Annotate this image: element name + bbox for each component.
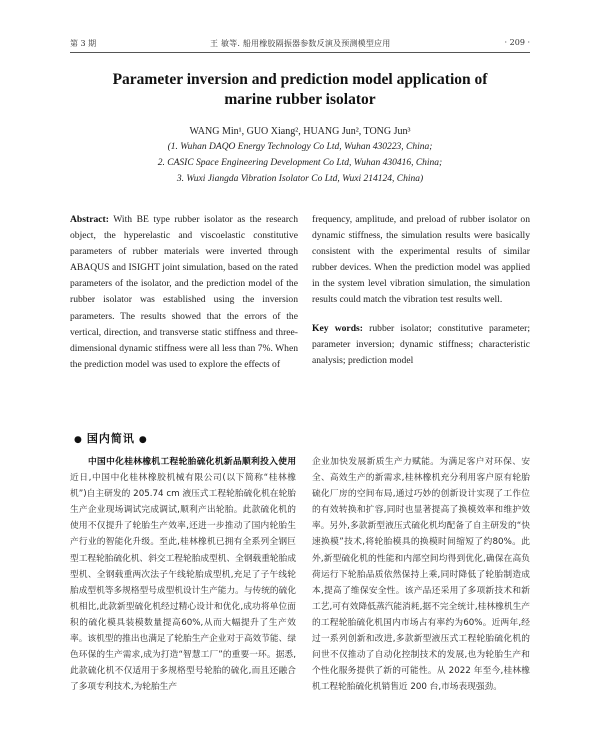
- news-body-left: 近日,中国中化桂林橡胶机械有限公司(以下简称“桂林橡机”)自主研发的 205.74 cm 液压式工程轮胎硫化机在轮胎生产企业现场调试完成调试,顺利产出轮胎。此款硫化机的使用不仅提升了轮胎生产效率,还进一步推动了国内轮胎生产行业的智能化升级。至此,桂林橡机已拥有全系列全钢巨型工程轮胎硫化机、斜交工程轮胎成型机、全钢载重轮胎成型机、全钢载重两次法子午线轮胎成型机,充足了子午线轮胎成型机等多规格型号成型机设计生产能力。与传统的硫化机相比,此款新型硫化机经过精心设计和优化,成功将单位面积的硫化模具装模数量提高60%,从而大幅提升了生产效率。该机型的推出也满足了轮胎生产企业对于高效节能、绿色环保的生产需求,成为打造“智慧工厂”的重要一环。据悉,此款硫化机不仅适用于多规格型号轮胎的硫化,而且还融合了多项专利技术,为轮胎生产: [70, 473, 296, 693]
- section-heading: [70, 430, 152, 446]
- title-line-2: marine rubber isolator: [224, 91, 376, 108]
- abstract-label: Abstract:: [70, 214, 109, 225]
- news-left-column: [70, 454, 296, 695]
- paper-title: [60, 70, 540, 110]
- affiliation-1: (1. Wuhan DAQO Energy Technology Co Ltd, Wuhan 430223, China;: [167, 142, 433, 152]
- bullet-icon: ●: [138, 435, 148, 445]
- affiliation-3: 3. Wuxi Jiangda Vibration Isolator Co Ltd, Wuxi 214124, China): [176, 174, 424, 184]
- author-list: WANG Min¹, GUO Xiang², HUANG Jun², TONG Jun³: [189, 126, 411, 137]
- abstract-left-column: [70, 212, 298, 373]
- keywords-text: rubber isolator; constitutive parameter; parameter inversion; dynamic stiffness; characteristic analysis; prediction model: [312, 322, 531, 366]
- running-head: [70, 38, 530, 52]
- abstract-text-left: With BE type rubber isolator as the research object, the hyperelastic and viscoelastic constitutive parameters of rubber materials were inverted through ABAQUS and ISIGHT joint simulation, based on the rated parameters of the isolator, and the prediction model of the rubber isolator was established using the inversion parameters. The results showed that the errors of the vertical, direction, and transverse static stiffness and three-dimensional dynamic stiffness were all less than 7%. When the prediction model was used to explore the effects of: [70, 214, 298, 370]
- keywords-label: Key words:: [312, 322, 363, 334]
- title-line-1: Parameter inversion and prediction model application of: [112, 71, 488, 88]
- abstract-right-column: [312, 212, 530, 369]
- keywords-block: [312, 321, 530, 369]
- header-divider: [70, 52, 530, 53]
- news-right-column: 企业加快发展新质生产力赋能。为满足客户对环保、安全、高效生产的新需求,桂林橡机充分利用客户原有轮胎硫化厂房的空间布局,通过巧妙的创新设计实现了工作位的有效转换和扩容,同时也显著提高了换模效率和维护效率。另外,多款新型液压式硫化机均配备了自主研发的“快速换模”技术,将轮胎模具的换模时间缩短了约80%。此外,新型硫化机的性能和内部空间均得到优化,确保在高负荷运行下轮胎品质依然保持上乘,同时降低了轮胎制造成本,提高了维保安全性。该产品还采用了多项新技术和新工艺,可有效降低蒸汽能消耗,据不完全统计,桂林橡机生产的工程轮胎硫化机国内市场占有率约为60%。近两年,经过一系列创新和改进,多款新型液压式工程轮胎硫化机的问世不仅推动了自动化控制技术的发展,也为轮胎生产和个性化服务提供了新的可能性。从 2022 年至今,桂林橡机工程轮胎硫化机销售近 200 台,市场表现强劲。: [312, 457, 530, 693]
- bullet-icon: ●: [74, 435, 83, 445]
- affiliation-2: 2. CASIC Space Engineering Development Co Ltd, Wuhan 430416, China;: [157, 158, 443, 168]
- abstract-text-right: frequency, amplitude, and preload of rubber isolator on dynamic stiffness, the simulation results were basically consistent with the experimental results of similar rubber devices. When the prediction model was applied in the system level vibration simulation, the simulation results could match the vibration test results well.: [312, 214, 530, 306]
- news-headline: 中国中化桂林橡机工程轮胎硫化机新品顺利投入使用: [88, 457, 296, 467]
- issue-number: 第 3 期: [70, 39, 97, 48]
- running-title: 王 敏等. 船用橡胶隔振器参数反演及预测模型应用: [210, 39, 391, 48]
- page-number: · 209 ·: [504, 38, 530, 47]
- section-heading-text: 国内简讯: [86, 432, 135, 445]
